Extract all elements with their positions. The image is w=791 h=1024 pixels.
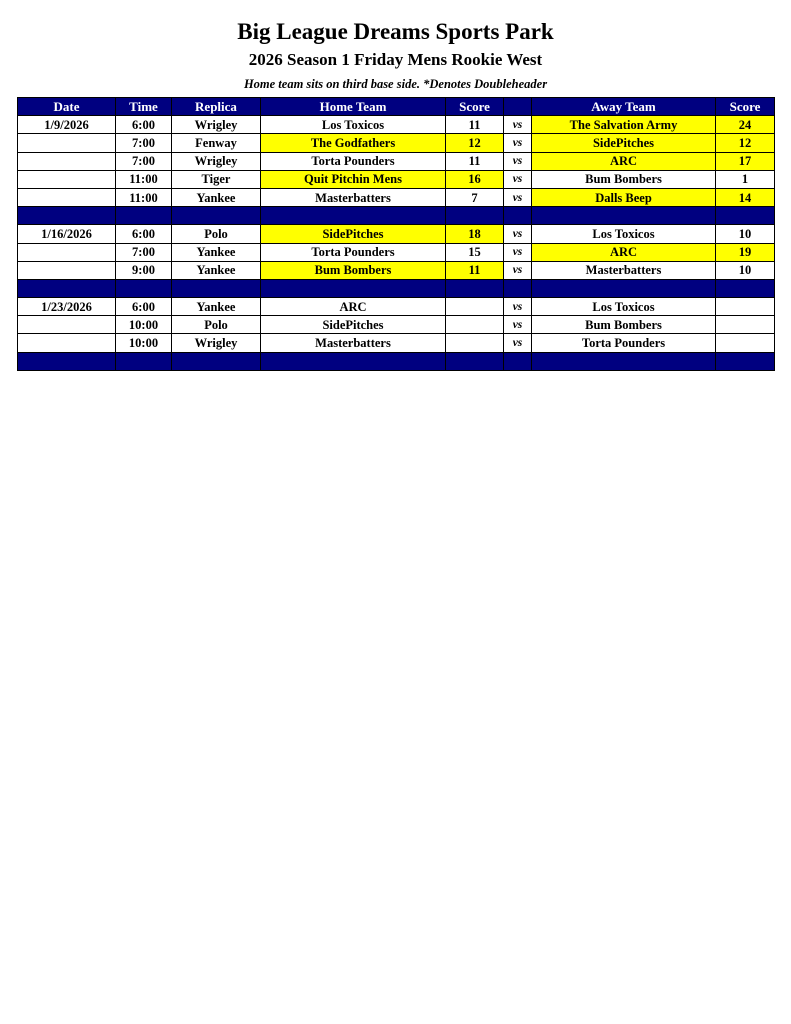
vs-label: vs: [504, 152, 532, 170]
vs-label: vs: [504, 298, 532, 316]
game-replica: Wrigley: [172, 334, 261, 352]
away-team: Los Toxicos: [532, 225, 716, 243]
separator-cell: [18, 279, 116, 297]
away-team: Dalls Beep: [532, 188, 716, 206]
col-header-vs: [504, 98, 532, 116]
away-team: Masterbatters: [532, 261, 716, 279]
away-score: [716, 334, 775, 352]
separator-cell: [18, 207, 116, 225]
away-score: 1: [716, 170, 775, 188]
game-time: 10:00: [116, 334, 172, 352]
away-score: 14: [716, 188, 775, 206]
home-team: Torta Pounders: [261, 243, 446, 261]
game-date: [18, 134, 116, 152]
vs-label: vs: [504, 225, 532, 243]
away-score: 19: [716, 243, 775, 261]
separator-cell: [446, 279, 504, 297]
home-score: [446, 316, 504, 334]
page-title: Big League Dreams Sports Park: [237, 19, 554, 44]
home-score: 11: [446, 261, 504, 279]
game-time: 10:00: [116, 316, 172, 334]
away-score: 17: [716, 152, 775, 170]
game-date: [18, 170, 116, 188]
separator-cell: [504, 207, 532, 225]
separator-cell: [504, 279, 532, 297]
game-time: 6:00: [116, 225, 172, 243]
away-team: Los Toxicos: [532, 298, 716, 316]
home-score: 12: [446, 134, 504, 152]
separator-cell: [18, 352, 116, 370]
home-score: 11: [446, 152, 504, 170]
separator-cell: [446, 207, 504, 225]
home-team: SidePitches: [261, 225, 446, 243]
col-header-home-team: Home Team: [261, 98, 446, 116]
game-date: [18, 316, 116, 334]
game-replica: Wrigley: [172, 152, 261, 170]
away-score: 24: [716, 116, 775, 134]
game-date: 1/9/2026: [18, 116, 116, 134]
separator-cell: [532, 207, 716, 225]
game-row: [18, 116, 775, 134]
game-date: 1/16/2026: [18, 225, 116, 243]
game-row: [18, 152, 775, 170]
game-date: [18, 152, 116, 170]
away-score: [716, 298, 775, 316]
game-replica: Fenway: [172, 134, 261, 152]
game-replica: Tiger: [172, 170, 261, 188]
vs-label: vs: [504, 116, 532, 134]
away-score: 12: [716, 134, 775, 152]
home-score: 16: [446, 170, 504, 188]
game-date: [18, 243, 116, 261]
game-date: [18, 334, 116, 352]
game-date: 1/23/2026: [18, 298, 116, 316]
game-replica: Wrigley: [172, 116, 261, 134]
separator-cell: [446, 352, 504, 370]
home-team: Torta Pounders: [261, 152, 446, 170]
game-replica: Yankee: [172, 188, 261, 206]
schedule-body: [18, 116, 775, 371]
vs-label: vs: [504, 188, 532, 206]
game-row: [18, 225, 775, 243]
separator-cell: [172, 207, 261, 225]
game-replica: Yankee: [172, 298, 261, 316]
col-header-home-score: Score: [446, 98, 504, 116]
away-team: Bum Bombers: [532, 316, 716, 334]
game-date: [18, 261, 116, 279]
away-score: [716, 316, 775, 334]
col-header-time: Time: [116, 98, 172, 116]
home-score: [446, 334, 504, 352]
separator-cell: [116, 352, 172, 370]
home-score: [446, 298, 504, 316]
game-replica: Polo: [172, 225, 261, 243]
home-team: Masterbatters: [261, 188, 446, 206]
game-time: 11:00: [116, 188, 172, 206]
game-row: [18, 334, 775, 352]
vs-label: vs: [504, 243, 532, 261]
home-score: 7: [446, 188, 504, 206]
home-team: ARC: [261, 298, 446, 316]
away-team: Torta Pounders: [532, 334, 716, 352]
separator-cell: [716, 352, 775, 370]
separator-cell: [532, 279, 716, 297]
vs-label: vs: [504, 316, 532, 334]
away-score: 10: [716, 261, 775, 279]
game-time: 7:00: [116, 243, 172, 261]
home-score: 15: [446, 243, 504, 261]
week-separator: [18, 207, 775, 225]
league-subtitle: 2026 Season 1 Friday Mens Rookie West: [248, 50, 543, 69]
vs-label: vs: [504, 334, 532, 352]
separator-cell: [261, 279, 446, 297]
home-score: 18: [446, 225, 504, 243]
schedule-table: [17, 97, 775, 371]
separator-cell: [716, 207, 775, 225]
away-team: SidePitches: [532, 134, 716, 152]
game-time: 7:00: [116, 134, 172, 152]
game-replica: Yankee: [172, 243, 261, 261]
away-team: The Salvation Army: [532, 116, 716, 134]
schedule-note: Home team sits on third base side. *Denotes Doubleheader: [243, 77, 548, 91]
vs-label: vs: [504, 134, 532, 152]
col-header-replica: Replica: [172, 98, 261, 116]
game-row: [18, 243, 775, 261]
home-score: 11: [446, 116, 504, 134]
away-team: Bum Bombers: [532, 170, 716, 188]
separator-cell: [172, 279, 261, 297]
separator-cell: [172, 352, 261, 370]
separator-cell: [532, 352, 716, 370]
away-team: ARC: [532, 243, 716, 261]
game-replica: Yankee: [172, 261, 261, 279]
separator-cell: [261, 352, 446, 370]
col-header-away-team: Away Team: [532, 98, 716, 116]
vs-label: vs: [504, 170, 532, 188]
week-separator: [18, 352, 775, 370]
home-team: The Godfathers: [261, 134, 446, 152]
separator-cell: [116, 279, 172, 297]
game-row: [18, 261, 775, 279]
game-date: [18, 188, 116, 206]
game-time: 7:00: [116, 152, 172, 170]
home-team: Los Toxicos: [261, 116, 446, 134]
separator-cell: [116, 207, 172, 225]
game-time: 9:00: [116, 261, 172, 279]
game-row: [18, 170, 775, 188]
week-separator: [18, 279, 775, 297]
header-row: [18, 98, 775, 116]
separator-cell: [716, 279, 775, 297]
home-team: Masterbatters: [261, 334, 446, 352]
vs-label: vs: [504, 261, 532, 279]
separator-cell: [504, 352, 532, 370]
game-row: [18, 316, 775, 334]
away-team: ARC: [532, 152, 716, 170]
col-header-date: Date: [18, 98, 116, 116]
away-score: 10: [716, 225, 775, 243]
home-team: SidePitches: [261, 316, 446, 334]
game-row: [18, 298, 775, 316]
game-row: [18, 134, 775, 152]
home-team: Quit Pitchin Mens: [261, 170, 446, 188]
home-team: Bum Bombers: [261, 261, 446, 279]
game-time: 11:00: [116, 170, 172, 188]
col-header-away-score: Score: [716, 98, 775, 116]
game-time: 6:00: [116, 116, 172, 134]
game-time: 6:00: [116, 298, 172, 316]
game-replica: Polo: [172, 316, 261, 334]
separator-cell: [261, 207, 446, 225]
game-row: [18, 188, 775, 206]
